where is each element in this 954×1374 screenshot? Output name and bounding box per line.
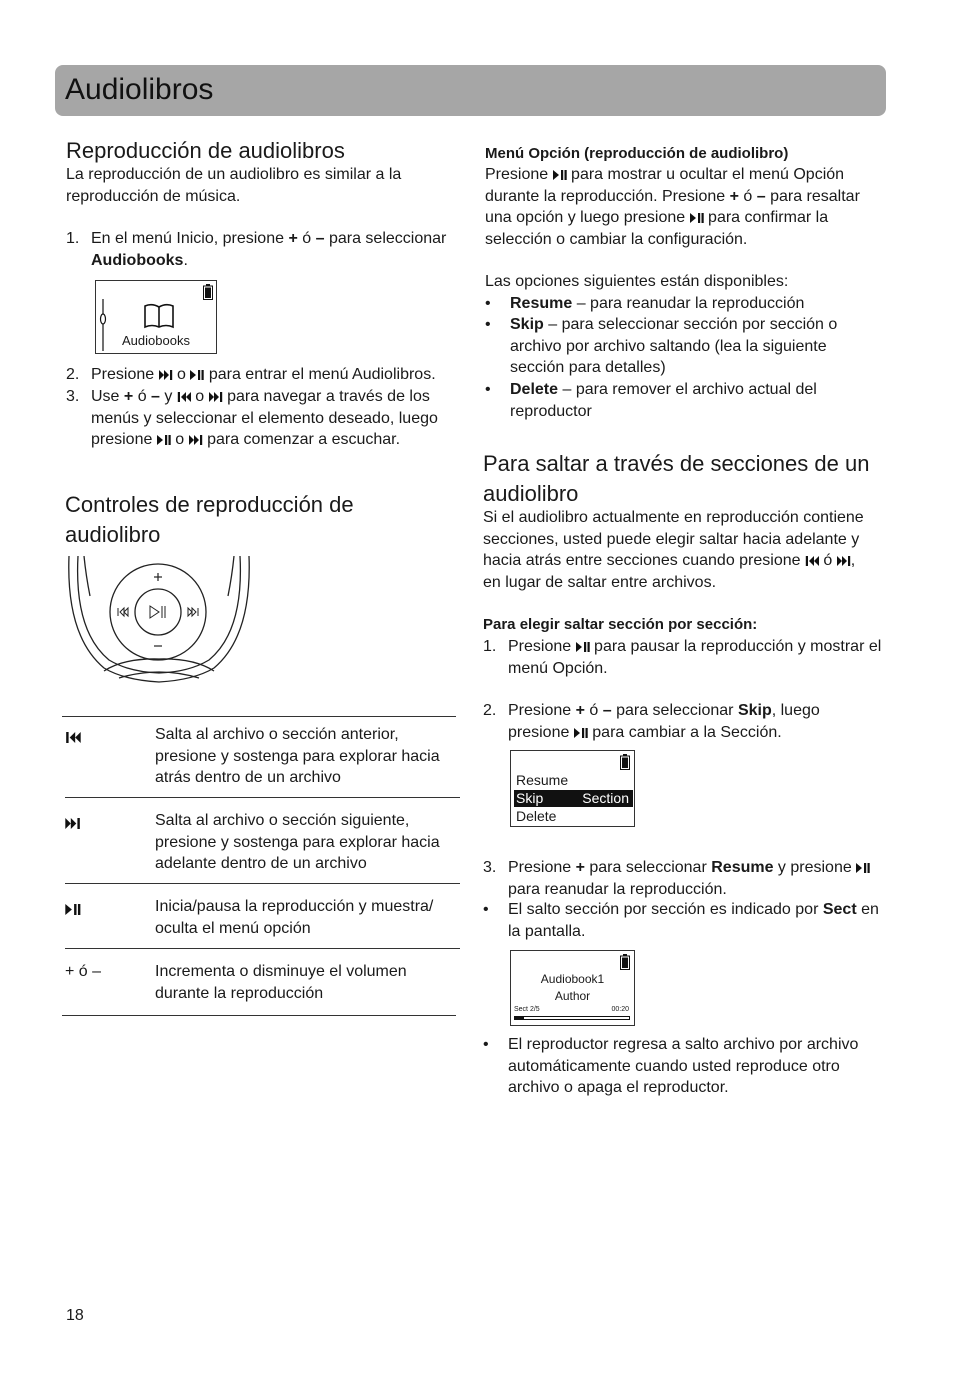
table-divider	[65, 948, 460, 949]
next-icon	[837, 556, 851, 566]
section-indicator: Sect 2/5	[514, 1006, 540, 1013]
progress-fill	[515, 1017, 524, 1019]
option-menu-screen	[510, 750, 635, 827]
intro-paragraph: La reproducción de un audiolibro es similar a la reproducción de música.	[66, 166, 402, 205]
battery-icon	[620, 754, 630, 770]
options-available-text: Las opciones siguientes están disponibles:	[485, 273, 789, 290]
step-number: 1.	[66, 230, 80, 247]
heading-saltar: Para saltar a través de secciones de un audiolibro	[483, 451, 870, 506]
page-number: 18	[66, 1307, 84, 1324]
step-3: 3. Use + ó – y o para navegar a través de los menús y seleccionar el elemento deseado, luego presione o para comenzar a escuchar.	[66, 388, 438, 448]
play-pause-icon	[574, 728, 588, 738]
play-pause-icon	[856, 863, 870, 873]
heading-controles: Controles de reproducción de audiolibro	[65, 492, 354, 547]
table-top-rule	[62, 716, 456, 717]
playback-screen	[510, 950, 635, 1026]
next-icon	[189, 435, 203, 445]
previous-icon	[805, 556, 819, 566]
audiobooks-label: Audiobooks	[122, 333, 190, 348]
option-menu-heading: Menú Opción (reproducción de audiolibro)	[485, 145, 789, 162]
title-bar	[55, 65, 886, 116]
next-icon	[209, 392, 223, 402]
play-pause-icon	[576, 642, 590, 652]
previous-icon	[65, 728, 81, 750]
list-item: • Resume – para reanudar la reproducción	[485, 295, 805, 312]
battery-icon	[203, 284, 213, 300]
list-item: • El salto sección por sección es indicado por Sect en la pantalla.	[483, 901, 879, 940]
step-1: 1. En el menú Inicio, presione + ó – para seleccionar Audiobooks.	[66, 230, 447, 269]
play-pause-icon	[65, 900, 81, 922]
track-title: Audiobook1	[540, 972, 605, 986]
play-pause-icon	[157, 435, 171, 445]
table-divider	[65, 883, 460, 884]
next-icon	[159, 370, 173, 380]
play-pause-icon	[190, 370, 204, 380]
play-pause-icon	[690, 213, 704, 223]
skip-step-3: 3. Presione + para seleccionar Resume y presione para reanudar la reproducción.	[483, 857, 883, 900]
menu-item-skip-highlighted: Skip Section	[514, 790, 633, 807]
step-2: 2. Presione o para entrar el menú Audiolibros.	[66, 366, 436, 383]
progress-bar	[514, 1016, 630, 1020]
menu-item-resume: Resume	[516, 772, 569, 788]
audiobooks-screen	[95, 280, 217, 354]
option-menu-paragraph: Presione para mostrar u ocultar el menú Opción durante la reproducción. Presione + ó – para resaltar una opción y luego presione para confirmar la selección o cambiar la configuración.	[485, 166, 860, 248]
next-icon	[65, 814, 81, 836]
table-divider	[65, 797, 460, 798]
heading-reproduccion: Reproducción de audiolibros	[66, 138, 345, 163]
list-item: • El reproductor regresa a salto archivo por archivo automáticamente cuando usted reproduce otro archivo o apaga el reproductor.	[483, 1036, 859, 1096]
play-pause-icon	[553, 170, 567, 180]
battery-icon	[620, 954, 630, 970]
skip-intro-paragraph: Si el audiolibro actualmente en reproducción contiene secciones, usted puede elegir saltar hacia adelante y hacia atrás entre secciones cuando presione ó , en lugar de saltar entre archivos.	[483, 509, 864, 591]
list-item: • Delete – para remover el archivo actual del reproductor	[485, 381, 817, 420]
volume-key: + ó –	[65, 963, 102, 980]
table-bottom-rule	[62, 1015, 456, 1016]
book-icon	[143, 303, 175, 329]
skip-subheading: Para elegir saltar sección por sección:	[483, 616, 758, 633]
player-controls-illustration	[64, 556, 254, 696]
page-title: Audiolibros	[65, 73, 214, 106]
previous-icon	[177, 392, 191, 402]
elapsed-time: 00:20	[611, 1006, 629, 1013]
track-author: Author	[554, 989, 591, 1003]
list-item: • Skip – para seleccionar sección por sección o archivo por archivo saltando (lea la siguiente sección para detalles)	[485, 316, 838, 376]
skip-step-1: 1. Presione para pausar la reproducción y mostrar el menú Opción.	[483, 638, 882, 677]
skip-step-2: 2. Presione + ó – para seleccionar Skip, luego presione para cambiar a la Sección.	[483, 702, 820, 741]
menu-item-delete: Delete	[516, 808, 557, 824]
